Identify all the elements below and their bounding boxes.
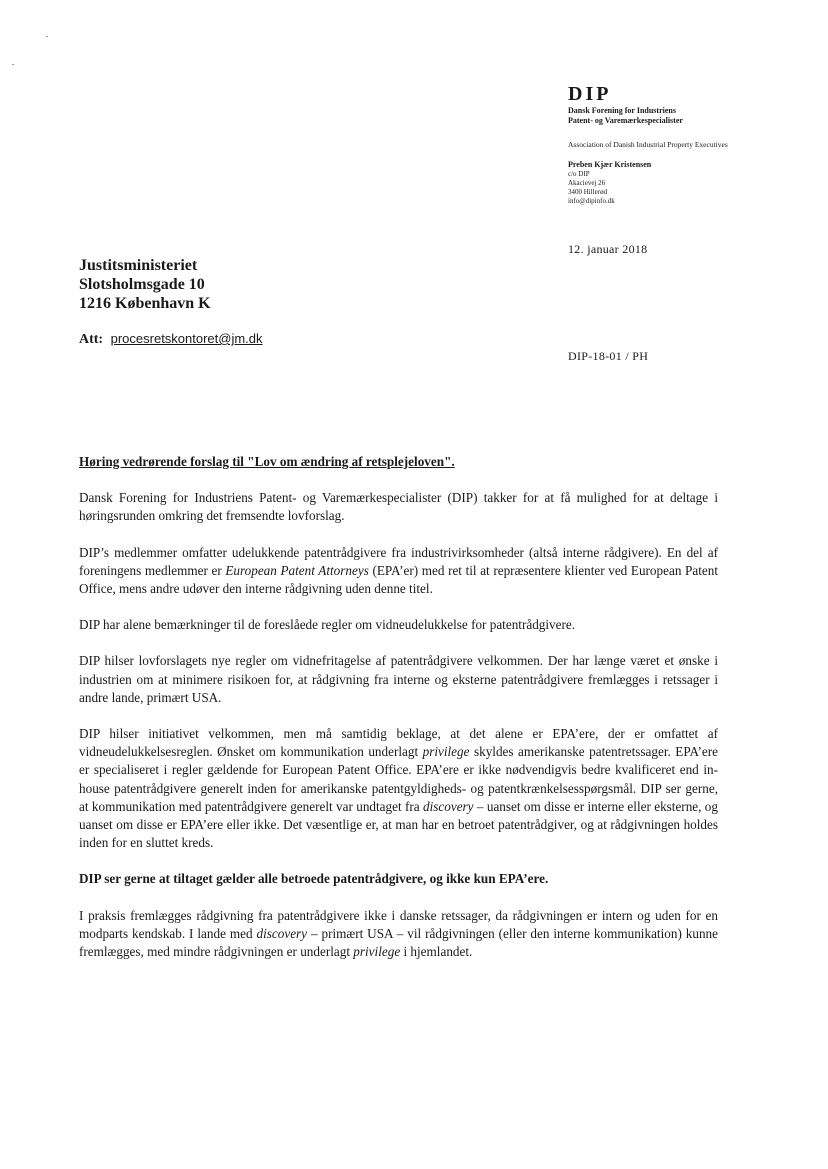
key-statement: DIP ser gerne at tiltaget gælder alle betroede patentrådgivere, og ikke kun EPA’ere. <box>79 871 549 887</box>
text-run: – uanset om disse er interne eller eksterne, og uanset om disse er EPA’ere eller ikke. Det væsentlige er, at man har en betroet patentrådgiver, og at rådgivningen holdes inden for en sluttet kreds. <box>79 798 718 851</box>
letter-body <box>79 453 718 979</box>
italic-term: discovery <box>256 925 308 941</box>
letterhead <box>568 82 808 206</box>
scan-speck <box>46 36 48 37</box>
contact-line: c/o DIP <box>568 170 590 178</box>
text-run: – primært USA – vil rådgivningen (eller den interne kommunikation) kunne fremlægges, med mindre rådgivningen er underlagt <box>79 925 718 960</box>
text-run: DIP’s medlemmer omfatter udelukkende patentrådgivere fra industrivirksomheder (altså interne rådgivere). En del af foreningens medlemmer er <box>79 544 718 578</box>
text-run: I praksis fremlægges rådgivning fra patentrådgivere ikke i danske retssager, da rådgivningen er intern og uden for en modparts kendskab. I lande med <box>79 907 718 941</box>
paragraph: DIP hilser lovforslagets nye regler om vidnefritagelse af patentrådgivere velkommen. Der har længe været et ønske i industrien om at minimere risikoen for, at rådgivning fra interne og eksterne patentrådgivere fremlægges i retssager i andre lande, primært USA. <box>79 653 718 705</box>
paragraph <box>79 544 718 599</box>
letter-date: 12. januar 2018 <box>568 242 648 256</box>
att-label: Att: <box>79 332 104 347</box>
paragraph <box>79 907 718 962</box>
subject-line: Høring vedrørende forslag til "Lov om ændring af retsplejeloven". <box>79 454 455 469</box>
text-run: (EPA’er) med ret til at repræsentere klienter ved European Patent Office, mens andre udøver den interne rådgivning uden denne titel. <box>79 562 718 597</box>
recipient-line: Justitsministeriet <box>79 257 198 274</box>
scan-speck <box>12 64 14 65</box>
org-name-line-2: Patent- og Varemærkespecialister <box>568 116 683 125</box>
text-run: i hjemlandet. <box>400 944 473 960</box>
paragraph <box>79 725 718 852</box>
dip-logo: DIP <box>568 83 612 105</box>
contact-email: info@dipinfo.dk <box>568 197 615 205</box>
association-name: Association of Danish Industrial Property Executives <box>568 140 728 149</box>
reference-number: DIP-18-01 / PH <box>568 349 649 363</box>
italic-term: privilege <box>422 744 470 760</box>
italic-term: European Patent Attorneys <box>225 562 369 578</box>
paragraph: Dansk Forening for Industriens Patent- og Varemærkespecialister (DIP) takker for at få mulighed for at deltage i høringsrunden omkring det fremsendte lovforslag. <box>79 490 718 524</box>
recipient-line: Slotsholmsgade 10 <box>79 276 205 293</box>
contact-line: Akacievej 26 <box>568 179 606 187</box>
recipient-address <box>79 256 211 313</box>
paragraph: DIP har alene bemærkninger til de foreslåede regler om vidneudelukkelse for patentrådgivere. <box>79 617 576 633</box>
italic-term: privilege <box>353 944 401 960</box>
text-run: DIP hilser initiativet velkommen, men må samtidig beklage, at det alene er EPA’ere, der er omfattet af vidneudelukkelsesreglen. Ønsket om kommunikation underlagt <box>79 726 718 760</box>
text-run: skyldes amerikanske patentretssager. EPA’ere er specialiseret i regler gældende for European Patent Office. EPA’ere er ikke nødvendigvis bedre kvalificeret end in-house patentrådgivere generelt inden for amerikanske patentgyldigheds- og patentkrænkelsesspørgsmål. DIP ser gerne, at kommunikation med patentrådgivere generelt var undtaget fra <box>79 744 718 814</box>
attention-line <box>79 331 263 348</box>
org-name-line-1: Dansk Forening for Industriens <box>568 106 676 115</box>
contact-name: Preben Kjær Kristensen <box>568 160 652 169</box>
italic-term: discovery <box>423 798 474 814</box>
recipient-line: 1216 København K <box>79 295 211 312</box>
att-email-link[interactable]: procesretskontoret@jm.dk <box>110 331 263 346</box>
contact-block <box>568 160 808 206</box>
contact-line: 3400 Hillerød <box>568 188 608 196</box>
